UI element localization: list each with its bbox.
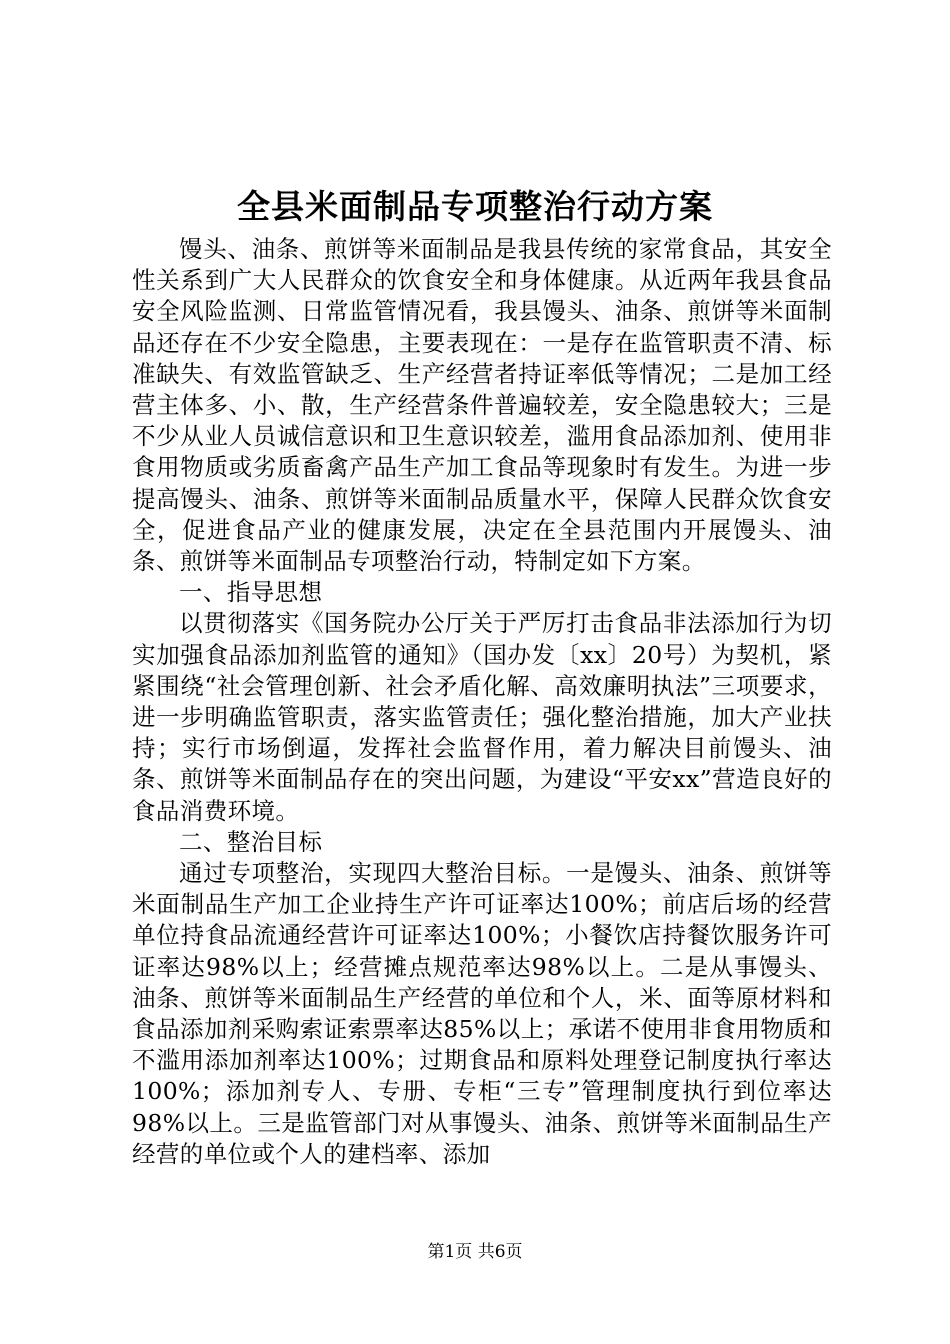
section-heading-guiding-ideology: 一、指导思想	[179, 578, 323, 607]
section-heading-rectification-goals: 二、整治目标	[179, 827, 323, 856]
guiding-ideology-paragraph: 以贯彻落实《国务院办公厅关于严厉打击食品非法添加行为切实加强食品添加剂监管的通知》（国办发〔xx〕20号）为契机，紧紧围绕“社会管理创新、社会矛盾化解、高效廉明执法”三项要求，进一步明确监管职责，落实监管责任；强化整治措施，加大产业扶持；实行市场倒逼，发挥社会监督作用，着力解决目前馒头、油条、煎饼等米面制品存在的突出问题，为建设“平安xx”营造良好的食品消费环境。	[132, 609, 832, 825]
rectification-goals-paragraph: 通过专项整治，实现四大整治目标。一是馒头、油条、煎饼等米面制品生产加工企业持生产许可证率达100%；前店后场的经营单位持食品流通经营许可证率达100%；小餐饮店持餐饮服务许可证率达98%以上；经营摊点规范率达98%以上。二是从事馒头、油条、煎饼等米面制品生产经营的单位和个人，米、面等原材料和食品添加剂采购索证索票率达85%以上；承诺不使用非食用物质和不滥用添加剂率达100%；过期食品和原料处理登记制度执行率达100%；添加剂专人、专册、专柜“三专”管理制度执行到位率达98%以上。三是监管部门对从事馒头、油条、煎饼等米面制品生产经营的单位或个人的建档率、添加	[132, 859, 832, 1168]
document-title: 全县米面制品专项整治行动方案	[237, 187, 713, 226]
page-number-footer: 第1页 共6页	[427, 1242, 523, 1262]
intro-paragraph: 馒头、油条、煎饼等米面制品是我县传统的家常食品，其安全性关系到广大人民群众的饮食安全和身体健康。从近两年我县食品安全风险监测、日常监管情况看，我县馒头、油条、煎饼等米面制品还存在不少安全隐患，主要表现在：一是存在监管职责不清、标准缺失、有效监管缺乏、生产经营者持证率低等情况；二是加工经营主体多、小、散，生产经营条件普遍较差，安全隐患较大；三是不少从业人员诚信意识和卫生意识较差，滥用食品添加剂、使用非食用物质或劣质畜禽产品生产加工食品等现象时有发生。为进一步提高馒头、油条、煎饼等米面制品质量水平，保障人民群众饮食安全，促进食品产业的健康发展，决定在全县范围内开展馒头、油条、煎饼等米面制品专项整治行动，特制定如下方案。	[132, 235, 832, 576]
document-body	[132, 234, 832, 1170]
